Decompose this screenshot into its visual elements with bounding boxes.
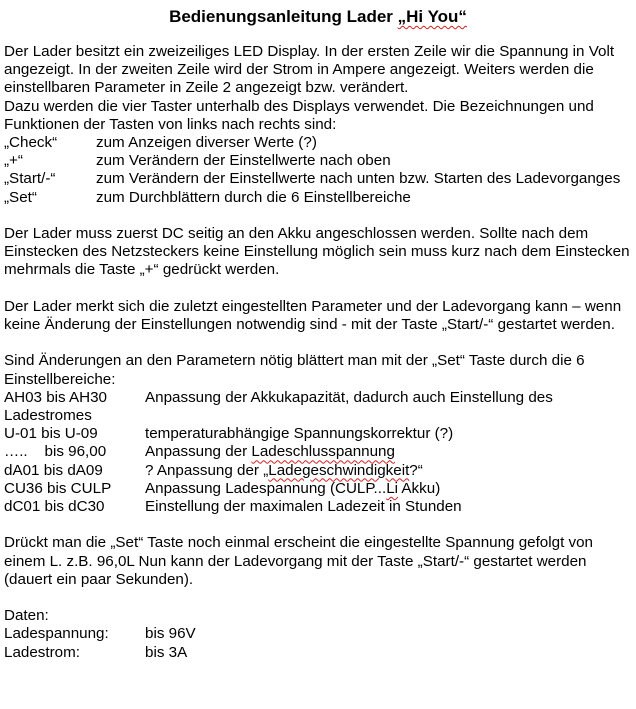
range-desc: Anpassung der Akkukapazität, dadurch auch Einstellung des Ladestromes [4, 388, 553, 425]
range-label: U-01 bis U-09 [4, 425, 98, 443]
data-value: bis 96V [145, 625, 196, 643]
button-key: „Set“ [4, 188, 37, 206]
range-desc: Einstellung der maximalen Ladezeit in Stunden [145, 498, 462, 516]
list-item [4, 425, 632, 443]
range-desc: temperaturabhängige Spannungskorrektur (?) [145, 425, 454, 443]
data-value: bis 3A [145, 643, 188, 661]
intro-paragraph: Der Lader besitzt ein zweizeiliges LED Display. In der ersten Zeile wir die Spannung in Volt angezeigt. In der zweiten Zeile wird der Strom in Ampere angezeigt. Weiters werden die einstellbaren Parameter in Zeile 2 angezeigt bzw. verändert. [4, 43, 615, 97]
range-desc: ? Anpassung der „Ladegeschwindigkeit?“ [145, 461, 423, 479]
buttons-intro: Dazu werden die vier Taster unterhalb des Displays verwendet. Die Bezeichnungen und Funktionen der Tasten von links nach rechts sind: [4, 97, 594, 133]
button-list [4, 134, 632, 207]
ranges-intro: Sind Änderungen an den Parametern nötig blättert man mit der „Set“ Taste durch die 6 Einstellbereiche: [4, 352, 585, 388]
range-label: dC01 bis dC30 [4, 498, 105, 516]
range-list [4, 389, 632, 516]
data-list [4, 625, 632, 661]
page-title: Bedienungsanleitung Lader „Hi You“ [169, 7, 467, 26]
list-item [4, 170, 632, 188]
button-desc: zum Durchblättern durch die 6 Einstellbereiche [96, 188, 411, 206]
memory-paragraph: Der Lader merkt sich die zuletzt eingestellten Parameter und der Ladevorgang kann – wenn keine Änderung der Einstellungen notwendig sind - mit der Taste „Start/-“ gestartet werden. [4, 297, 622, 334]
button-key: „Check“ [4, 134, 58, 152]
range-label: ….. bis 96,00 [4, 443, 107, 461]
data-label: Ladestrom: [4, 643, 80, 661]
list-item [4, 462, 632, 480]
list-item [4, 498, 632, 516]
range-desc: Anpassung Ladespannung (CULP...Li Akku) [145, 479, 441, 497]
data-label: Ladespannung: [4, 625, 109, 643]
button-desc: zum Anzeigen diverser Werte (?) [96, 134, 317, 152]
button-key: „+“ [4, 152, 23, 170]
list-item [4, 134, 632, 152]
list-item [4, 443, 632, 461]
list-item [4, 644, 632, 662]
button-desc: zum Verändern der Einstellwerte nach oben [96, 152, 391, 170]
set-paragraph: Drückt man die „Set“ Taste noch einmal erscheint die eingestellte Spannung gefolgt von einem L. z.B. 96,0L Nun kann der Ladevorgang mit der Taste „Start/-“ gestartet werden (dauert ein paar Sekunden). [4, 534, 594, 588]
list-item [4, 189, 632, 207]
range-label: CU36 bis CULP [4, 479, 112, 497]
data-heading: Daten: [4, 607, 49, 625]
list-item [4, 480, 632, 498]
list-item [4, 152, 632, 170]
title-name: „Hi You“ [397, 7, 467, 26]
range-label: dA01 bis dA09 [4, 461, 103, 479]
connect-paragraph: Der Lader muss zuerst DC seitig an den Akku angeschlossen werden. Sollte nach dem Einstecken des Netzsteckers keine Einstellung möglich sein muss kurz nach dem Einstecken mehrmals die Taste „+“ gedrückt werden. [4, 225, 630, 279]
range-desc: Anpassung der Ladeschlusspannung [145, 443, 395, 461]
range-label: AH03 bis AH30 [4, 388, 107, 406]
document-body [4, 43, 632, 662]
list-item [4, 625, 632, 643]
button-desc: zum Verändern der Einstellwerte nach unten bzw. Starten des Ladevorganges [96, 170, 621, 188]
list-item [4, 389, 632, 425]
button-key: „Start/-“ [4, 170, 56, 188]
